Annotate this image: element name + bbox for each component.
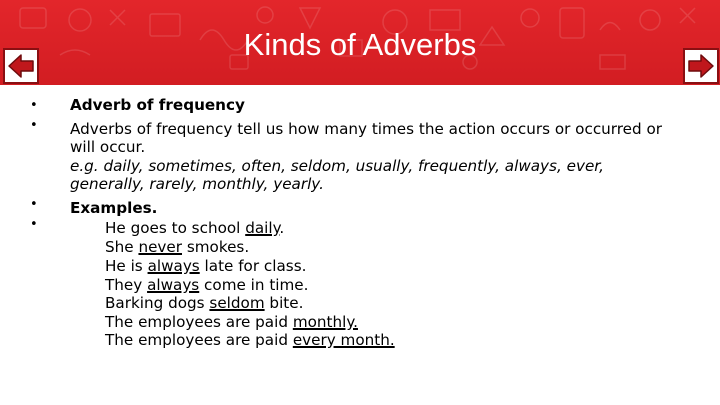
sentence-text: come in time. [199,276,309,294]
sentence-text: The employees are paid [105,313,293,331]
underlined-adverb: never [138,238,182,256]
sentence-text: She [105,238,139,256]
definition-text: will occur. [70,138,146,156]
underlined-adverb: monthly. [292,313,358,331]
underlined-adverb: seldom [209,294,265,312]
example-sentence [105,257,306,276]
example-adverbs-list: e.g. daily, sometimes, often, seldom, usually, frequently, always, ever, [70,157,604,175]
example-adverbs-list: generally, rarely, monthly, yearly. [70,175,324,193]
underlined-adverb: always [147,257,200,275]
sentence-text: The employees are paid [105,331,293,349]
examples-heading: Examples. [70,199,158,217]
example-sentence [105,219,284,238]
page-title: Kinds of Adverbs [243,27,477,62]
example-sentence [105,313,358,332]
underlined-adverb: always [147,276,200,294]
bullet-marker: • [30,118,38,133]
bullet-marker: • [30,98,38,113]
sentence-text: Barking dogs [105,294,210,312]
bullet-marker: • [30,217,38,232]
example-sentence [105,238,249,257]
sentence-text: late for class. [199,257,307,275]
underlined-adverb: daily [245,219,280,237]
sentence-text: bite. [264,294,304,312]
sentence-text: He is [105,257,148,275]
definition-text: Adverbs of frequency tell us how many times the action occurs or occurred or [70,120,663,138]
example-sentence [105,294,303,313]
underlined-adverb: every month. [292,331,395,349]
sentence-text: smokes. [182,238,250,256]
sentence-text: They [105,276,148,294]
sentence-text: . [279,219,285,237]
example-sentence [105,331,395,350]
section-heading: Adverb of frequency [70,96,245,114]
bullet-marker: • [30,197,38,212]
sentence-text: He goes to school [105,219,246,237]
example-sentence [105,276,308,295]
